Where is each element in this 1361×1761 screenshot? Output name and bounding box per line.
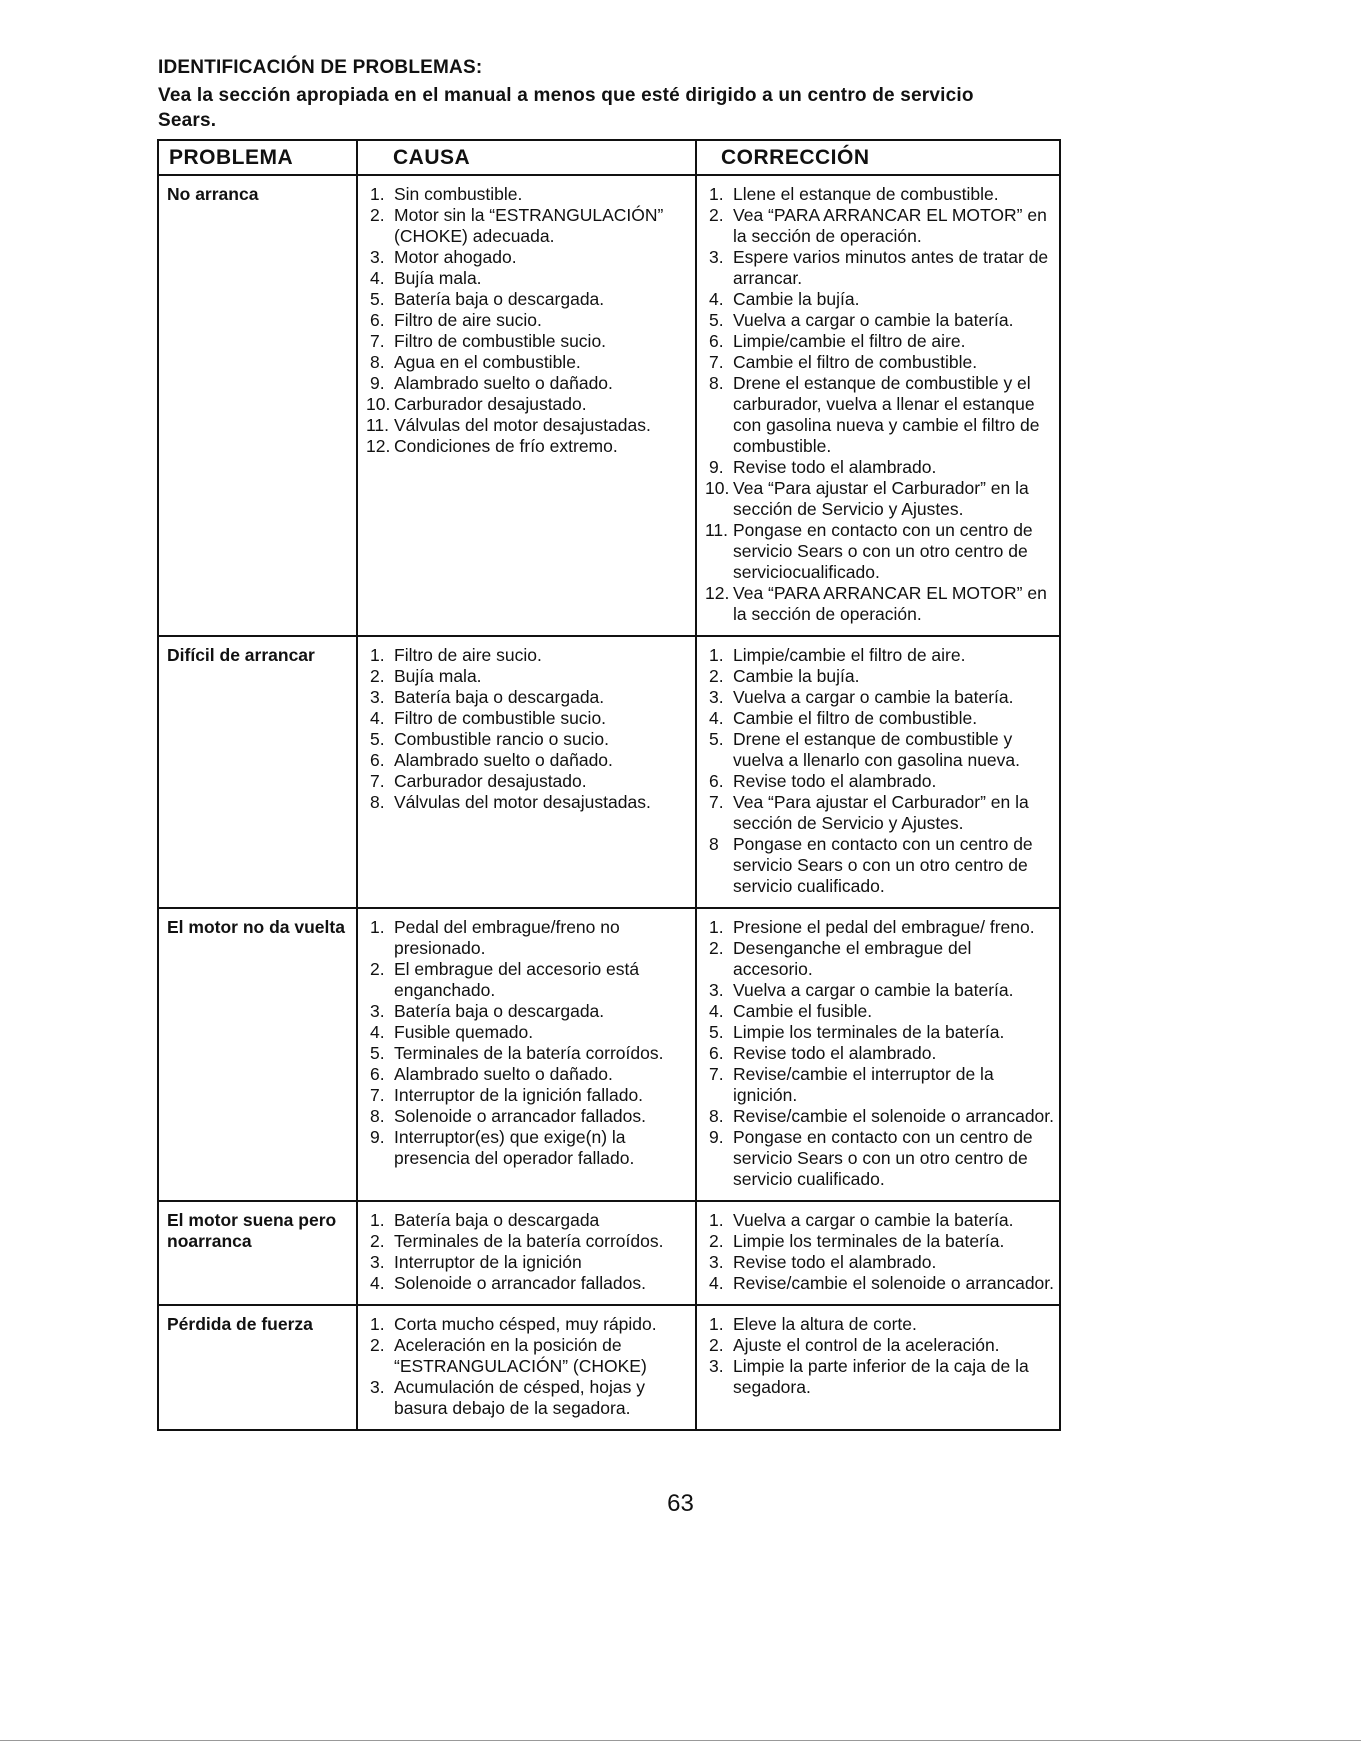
problem-cell: No arranca: [158, 175, 357, 636]
correction-item: [705, 352, 1055, 373]
item-text: Válvulas del motor desajustadas.: [394, 415, 651, 435]
item-text: Ajuste el control de la aceleración.: [733, 1335, 1000, 1355]
item-text: Agua en el combustible.: [394, 352, 581, 372]
item-text: Filtro de combustible sucio.: [394, 708, 607, 728]
correction-item: [705, 1335, 1055, 1356]
correction-item: [705, 1231, 1055, 1252]
item-number: 10.: [366, 394, 391, 414]
item-number: 4.: [709, 708, 724, 728]
item-text: Vuelva a cargar o cambie la batería.: [733, 687, 1014, 707]
item-number: 2.: [370, 959, 385, 979]
page-title: IDENTIFICACIÓN DE PROBLEMAS:: [158, 57, 483, 78]
cause-item: [366, 666, 691, 687]
correction-item: [705, 1106, 1055, 1127]
cause-item: [366, 708, 691, 729]
correction-item: [705, 205, 1055, 247]
item-text: Revise todo el alambrado.: [733, 771, 937, 791]
item-number: 4.: [370, 708, 385, 728]
correction-item: [705, 666, 1055, 687]
cause-list: [366, 184, 691, 457]
item-text: Acumulación de césped, hojas y basura debajo de la segadora.: [394, 1377, 645, 1418]
item-text: Drene el estanque de combustible y vuelva a llenarlo con gasolina nueva.: [733, 729, 1020, 770]
correction-cell: [696, 636, 1060, 908]
item-number: 7.: [370, 771, 385, 791]
correction-list: [705, 1210, 1055, 1294]
item-number: 8.: [370, 352, 385, 372]
correction-cell: [696, 1305, 1060, 1430]
item-text: Vuelva a cargar o cambie la batería.: [733, 1210, 1014, 1230]
item-number: 4.: [370, 268, 385, 288]
item-text: Cambie la bujía.: [733, 666, 860, 686]
item-text: Revise todo el alambrado.: [733, 457, 937, 477]
cause-cell: [357, 175, 696, 636]
correction-item: [705, 289, 1055, 310]
item-text: Corta mucho césped, muy rápido.: [394, 1314, 657, 1334]
correction-item: [705, 792, 1055, 834]
problem-cell: Pérdida de fuerza: [158, 1305, 357, 1430]
item-number: 8.: [709, 1106, 724, 1126]
cause-item: [366, 1335, 691, 1377]
correction-item: [705, 373, 1055, 457]
item-text: Combustible rancio o sucio.: [394, 729, 609, 749]
item-text: Interruptor de la ignición: [394, 1252, 582, 1272]
item-text: Bujía mala.: [394, 666, 482, 686]
cause-item: [366, 792, 691, 813]
correction-item: [705, 1064, 1055, 1106]
correction-list: [705, 184, 1055, 625]
cause-item: [366, 184, 691, 205]
item-text: Limpie los terminales de la batería.: [733, 1022, 1005, 1042]
item-number: 1.: [370, 184, 385, 204]
item-text: Eleve la altura de corte.: [733, 1314, 917, 1334]
item-text: Batería baja o descargada.: [394, 687, 605, 707]
item-number: 2.: [709, 1231, 724, 1251]
cause-item: [366, 436, 691, 457]
correction-item: [705, 687, 1055, 708]
item-number: 3.: [370, 1001, 385, 1021]
item-number: 8.: [370, 792, 385, 812]
cause-item: [366, 1231, 691, 1252]
item-number: 3.: [370, 247, 385, 267]
item-number: 2.: [370, 1231, 385, 1251]
item-number: 9.: [370, 1127, 385, 1147]
cause-item: [366, 1022, 691, 1043]
cause-item: [366, 415, 691, 436]
item-number: 4.: [709, 1273, 724, 1293]
item-number: 2.: [370, 205, 385, 225]
cause-item: [366, 687, 691, 708]
item-text: Solenoide o arrancador fallados.: [394, 1106, 646, 1126]
correction-item: [705, 1314, 1055, 1335]
heading-block: [158, 55, 1058, 133]
item-number: 9.: [709, 457, 724, 477]
item-number: 3.: [370, 687, 385, 707]
item-number: 5.: [370, 289, 385, 309]
item-text: Revise/cambie el solenoide o arrancador.: [733, 1106, 1055, 1126]
item-number: 4.: [370, 1022, 385, 1042]
cause-cell: [357, 636, 696, 908]
item-number: 4.: [370, 1273, 385, 1293]
item-text: Revise todo el alambrado.: [733, 1043, 937, 1063]
cause-item: [366, 1210, 691, 1231]
item-text: Limpie/cambie el filtro de aire.: [733, 645, 966, 665]
correction-item: [705, 1001, 1055, 1022]
cause-item: [366, 1043, 691, 1064]
item-number: 6.: [709, 771, 724, 791]
cause-item: [366, 1127, 691, 1169]
item-number: 3.: [709, 1356, 724, 1376]
bottom-rule: [0, 1740, 1361, 1741]
item-text: Condiciones de frío extremo.: [394, 436, 618, 456]
cause-item: [366, 729, 691, 750]
item-number: 2.: [370, 666, 385, 686]
item-text: Vuelva a cargar o cambie la batería.: [733, 310, 1014, 330]
table-row: [158, 175, 1060, 636]
correction-item: [705, 310, 1055, 331]
item-text: Limpie la parte inferior de la caja de la segadora.: [733, 1356, 1029, 1397]
item-number: 2.: [709, 205, 724, 225]
item-number: 1.: [709, 184, 724, 204]
item-number: 6.: [709, 331, 724, 351]
correction-item: [705, 457, 1055, 478]
item-text: Vea “Para ajustar el Carburador” en la sección de Servicio y Ajustes.: [733, 478, 1029, 519]
item-text: Sin combustible.: [394, 184, 523, 204]
item-text: Pongase en contacto con un centro de servicio Sears o con un otro centro de serviciocualificado.: [733, 520, 1033, 582]
correction-item: [705, 917, 1055, 938]
correction-list: [705, 1314, 1055, 1398]
item-text: Llene el estanque de combustible.: [733, 184, 999, 204]
item-text: Solenoide o arrancador fallados.: [394, 1273, 646, 1293]
item-number: 7.: [709, 792, 724, 812]
cause-item: [366, 205, 691, 247]
item-text: Alambrado suelto o dañado.: [394, 750, 613, 770]
item-text: Terminales de la batería corroídos.: [394, 1231, 664, 1251]
cause-item: [366, 771, 691, 792]
correction-list: [705, 645, 1055, 897]
item-number: 2.: [709, 1335, 724, 1355]
header-causa: CAUSA: [357, 140, 696, 175]
cause-item: [366, 268, 691, 289]
item-text: Motor sin la “ESTRANGULACIÓN” (CHOKE) adecuada.: [394, 205, 664, 246]
item-text: Alambrado suelto o dañado.: [394, 1064, 613, 1084]
item-text: Interruptor de la ignición fallado.: [394, 1085, 644, 1105]
header-correccion: CORRECCIÓN: [696, 140, 1060, 175]
correction-item: [705, 645, 1055, 666]
item-number: 1.: [709, 645, 724, 665]
item-number: 2.: [370, 1335, 385, 1355]
cause-item: [366, 310, 691, 331]
item-number: 1.: [370, 1210, 385, 1230]
correction-item: [705, 771, 1055, 792]
item-text: Alambrado suelto o dañado.: [394, 373, 613, 393]
correction-list: [705, 917, 1055, 1190]
table-body: [158, 175, 1060, 1430]
cause-item: [366, 1106, 691, 1127]
item-number: 1.: [370, 917, 385, 937]
item-number: 3.: [370, 1377, 385, 1397]
item-number: 3.: [370, 1252, 385, 1272]
item-number: 12.: [366, 436, 391, 456]
item-text: Fusible quemado.: [394, 1022, 534, 1042]
item-text: Válvulas del motor desajustadas.: [394, 792, 651, 812]
item-number: 1.: [709, 1210, 724, 1230]
item-text: Cambie la bujía.: [733, 289, 860, 309]
cause-item: [366, 247, 691, 268]
item-number: 3.: [709, 980, 724, 1000]
item-number: 8: [709, 834, 719, 854]
item-number: 6.: [370, 1064, 385, 1084]
table-row: [158, 1201, 1060, 1305]
item-text: Presione el pedal del embrague/ freno.: [733, 917, 1035, 937]
item-text: Vea “Para ajustar el Carburador” en la sección de Servicio y Ajustes.: [733, 792, 1029, 833]
item-text: Pongase en contacto con un centro de servicio Sears o con un otro centro de servicio cualificado.: [733, 834, 1033, 896]
cause-list: [366, 917, 691, 1169]
table-row: [158, 636, 1060, 908]
correction-cell: [696, 175, 1060, 636]
item-number: 5.: [709, 1022, 724, 1042]
item-text: Vea “PARA ARRANCAR EL MOTOR” en la sección de operación.: [733, 583, 1047, 624]
correction-item: [705, 184, 1055, 205]
item-text: Cambie el fusible.: [733, 1001, 873, 1021]
item-text: Batería baja o descargada.: [394, 289, 605, 309]
item-text: Terminales de la batería corroídos.: [394, 1043, 664, 1063]
cause-cell: [357, 1201, 696, 1305]
page-number: 63: [667, 1490, 694, 1517]
item-number: 2.: [709, 938, 724, 958]
item-text: Cambie el filtro de combustible.: [733, 352, 978, 372]
correction-item: [705, 938, 1055, 980]
item-text: Vuelva a cargar o cambie la batería.: [733, 980, 1014, 1000]
troubleshooting-table: [157, 139, 1061, 1431]
cause-item: [366, 394, 691, 415]
item-text: El embrague del accesorio está enganchado.: [394, 959, 640, 1000]
correction-item: [705, 520, 1055, 583]
cause-list: [366, 1314, 691, 1419]
item-text: Limpie los terminales de la batería.: [733, 1231, 1005, 1251]
cause-item: [366, 1252, 691, 1273]
table-row: [158, 1305, 1060, 1430]
item-number: 4.: [709, 1001, 724, 1021]
item-number: 6.: [370, 750, 385, 770]
cause-item: [366, 331, 691, 352]
item-text: Desenganche el embrague del accesorio.: [733, 938, 972, 979]
correction-item: [705, 1273, 1055, 1294]
item-text: Filtro de aire sucio.: [394, 645, 542, 665]
item-text: Carburador desajustado.: [394, 394, 587, 414]
correction-cell: [696, 1201, 1060, 1305]
cause-item: [366, 1314, 691, 1335]
item-number: 7.: [709, 1064, 724, 1084]
item-text: Cambie el filtro de combustible.: [733, 708, 978, 728]
item-number: 5.: [370, 729, 385, 749]
table-header-row: [158, 140, 1060, 175]
correction-item: [705, 729, 1055, 771]
cause-item: [366, 289, 691, 310]
item-number: 1.: [709, 917, 724, 937]
item-number: 3.: [709, 1252, 724, 1272]
correction-item: [705, 331, 1055, 352]
correction-item: [705, 708, 1055, 729]
item-number: 5.: [709, 729, 724, 749]
correction-item: [705, 478, 1055, 520]
item-number: 6.: [709, 1043, 724, 1063]
cause-item: [366, 750, 691, 771]
item-text: Vea “PARA ARRANCAR EL MOTOR” en la sección de operación.: [733, 205, 1047, 246]
item-number: 2.: [709, 666, 724, 686]
problem-cell: El motor no da vuelta: [158, 908, 357, 1201]
item-number: 5.: [370, 1043, 385, 1063]
cause-cell: [357, 908, 696, 1201]
item-text: Revise/cambie el interruptor de la ignición.: [733, 1064, 994, 1105]
item-text: Interruptor(es) que exige(n) la presencia del operador fallado.: [394, 1127, 635, 1168]
cause-cell: [357, 1305, 696, 1430]
item-text: Bujía mala.: [394, 268, 482, 288]
item-number: 10.: [705, 478, 730, 498]
correction-item: [705, 1210, 1055, 1231]
cause-item: [366, 1085, 691, 1106]
item-text: Pedal del embrague/freno no presionado.: [394, 917, 620, 958]
item-number: 7.: [709, 352, 724, 372]
item-text: Espere varios minutos antes de tratar de arrancar.: [733, 247, 1049, 288]
item-number: 9.: [370, 373, 385, 393]
item-number: 9.: [709, 1127, 724, 1147]
correction-item: [705, 980, 1055, 1001]
item-number: 7.: [370, 331, 385, 351]
cause-item: [366, 373, 691, 394]
item-text: Carburador desajustado.: [394, 771, 587, 791]
item-number: 4.: [709, 289, 724, 309]
cause-list: [366, 1210, 691, 1294]
item-text: Pongase en contacto con un centro de servicio Sears o con un otro centro de servicio cualificado.: [733, 1127, 1033, 1189]
item-text: Revise todo el alambrado.: [733, 1252, 937, 1272]
table-row: [158, 908, 1060, 1201]
page-subtitle-line1: Vea la sección apropiada en el manual a menos que esté dirigido a un centro de servicio: [158, 85, 974, 106]
item-number: 1.: [370, 645, 385, 665]
cause-item: [366, 1001, 691, 1022]
cause-item: [366, 959, 691, 1001]
item-number: 5.: [709, 310, 724, 330]
header-problema: PROBLEMA: [158, 140, 357, 175]
item-text: Aceleración en la posición de “ESTRANGULACIÓN” (CHOKE): [394, 1335, 647, 1376]
item-text: Motor ahogado.: [394, 247, 517, 267]
item-number: 12.: [705, 583, 730, 603]
cause-item: [366, 1273, 691, 1294]
item-number: 8.: [709, 373, 724, 393]
correction-item: [705, 583, 1055, 625]
item-text: Batería baja o descargada: [394, 1210, 600, 1230]
correction-item: [705, 834, 1055, 897]
item-number: 11.: [705, 520, 729, 540]
item-text: Drene el estanque de combustible y el carburador, vuelva a llenar el estanque con gasolina nueva y cambie el filtro de combustible.: [733, 373, 1040, 456]
item-number: 7.: [370, 1085, 385, 1105]
item-number: 3.: [709, 687, 724, 707]
correction-item: [705, 1022, 1055, 1043]
correction-item: [705, 1043, 1055, 1064]
item-number: 1.: [370, 1314, 385, 1334]
cause-item: [366, 917, 691, 959]
item-text: Batería baja o descargada.: [394, 1001, 605, 1021]
correction-item: [705, 1127, 1055, 1190]
item-number: 1.: [709, 1314, 724, 1334]
problem-cell: El motor suena pero noarranca: [158, 1201, 357, 1305]
item-number: 11.: [366, 415, 390, 435]
correction-item: [705, 1252, 1055, 1273]
problem-cell: Difícil de arrancar: [158, 636, 357, 908]
correction-cell: [696, 908, 1060, 1201]
item-number: 8.: [370, 1106, 385, 1126]
correction-item: [705, 1356, 1055, 1398]
item-text: Revise/cambie el solenoide o arrancador.: [733, 1273, 1055, 1293]
item-text: Limpie/cambie el filtro de aire.: [733, 331, 966, 351]
item-number: 6.: [370, 310, 385, 330]
cause-item: [366, 352, 691, 373]
item-text: Filtro de aire sucio.: [394, 310, 542, 330]
cause-item: [366, 1377, 691, 1419]
item-text: Filtro de combustible sucio.: [394, 331, 607, 351]
cause-item: [366, 645, 691, 666]
item-number: 3.: [709, 247, 724, 267]
page-subtitle-line2: Sears.: [158, 110, 217, 131]
correction-item: [705, 247, 1055, 289]
cause-list: [366, 645, 691, 813]
cause-item: [366, 1064, 691, 1085]
